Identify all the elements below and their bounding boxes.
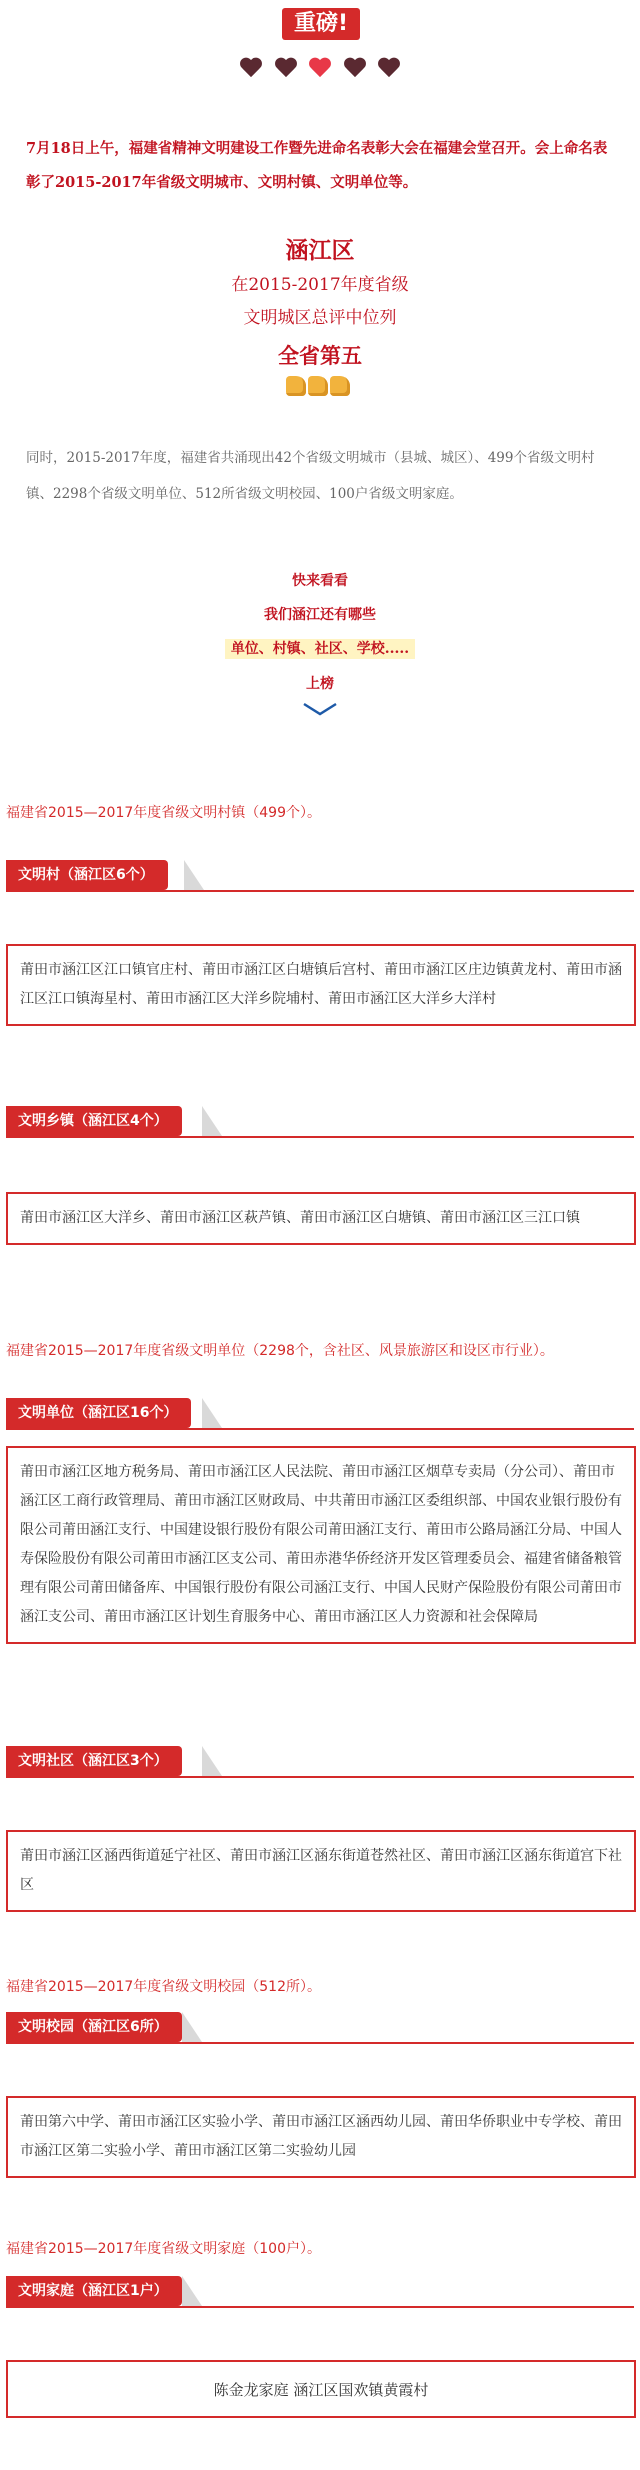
cta-line-2: 我们涵江还有哪些 bbox=[264, 607, 376, 623]
headline-badge: 重磅! bbox=[282, 8, 360, 40]
section-tag: 文明村（涵江区6个） bbox=[6, 860, 168, 890]
cta-line-4: 上榜 bbox=[306, 676, 334, 692]
section-heading-family: 福建省2015—2017年度省级文明家庭（100户）。 bbox=[6, 2241, 321, 2257]
highlight-line-2: 文明城区总评中位列 bbox=[243, 308, 397, 328]
heart-icon bbox=[378, 58, 400, 80]
tag-bar-unit bbox=[6, 1398, 634, 1432]
town-list: 莆田市涵江区大洋乡、莆田市涵江区萩芦镇、莆田市涵江区白塘镇、莆田市涵江区三江口镇 bbox=[6, 1192, 636, 1245]
heart-icon bbox=[240, 58, 262, 80]
tag-fold bbox=[202, 1398, 222, 1428]
section-tag: 文明家庭（涵江区1户） bbox=[6, 2276, 182, 2306]
thumbs-up-icon bbox=[286, 376, 306, 396]
divider bbox=[6, 2306, 634, 2308]
tag-fold bbox=[184, 860, 204, 890]
section-heading-villages: 福建省2015—2017年度省级文明村镇（499个）。 bbox=[6, 805, 321, 821]
district-title: 涵江区 bbox=[285, 237, 355, 264]
tag-bar-town bbox=[6, 1106, 634, 1140]
tag-bar-family bbox=[6, 2276, 634, 2310]
village-list: 莆田市涵江区江口镇官庄村、莆田市涵江区白塘镇后宫村、莆田市涵江区庄边镇黄龙村、莆田市涵江区江口镇海星村、莆田市涵江区大洋乡院埔村、莆田市涵江区大洋乡大洋村 bbox=[6, 944, 636, 1026]
cta-line-3-text: 单位、村镇、社区、学校..... bbox=[225, 639, 415, 659]
tag-bar-campus bbox=[6, 2012, 634, 2046]
section-tag: 文明社区（涵江区3个） bbox=[6, 1746, 182, 1776]
campus-list: 莆田第六中学、莆田市涵江区实验小学、莆田市涵江区涵西幼儿园、莆田华侨职业中专学校、莆田市涵江区第二实验小学、莆田市涵江区第二实验幼儿园 bbox=[6, 2096, 636, 2178]
section-heading-units: 福建省2015—2017年度省级文明单位（2298个，含社区、风景旅游区和设区市行业）。 bbox=[6, 1343, 554, 1359]
tag-fold bbox=[202, 1746, 222, 1776]
heart-icon bbox=[275, 58, 297, 80]
tag-fold bbox=[202, 1106, 222, 1136]
cta-line-3 bbox=[0, 638, 640, 658]
rank-text: 全省第五 bbox=[278, 343, 362, 368]
thumbs-up-icons bbox=[286, 376, 356, 398]
divider bbox=[6, 1136, 634, 1138]
tag-bar-village bbox=[6, 860, 634, 894]
heart-row bbox=[240, 58, 400, 82]
section-tag: 文明乡镇（涵江区4个） bbox=[6, 1106, 182, 1136]
community-list: 莆田市涵江区涵西街道延宁社区、莆田市涵江区涵东街道苍然社区、莆田市涵江区涵东街道宫下社区 bbox=[6, 1830, 636, 1912]
tag-bar-community bbox=[6, 1746, 634, 1780]
cta-line-1: 快来看看 bbox=[292, 573, 348, 589]
section-tag: 文明校园（涵江区6所） bbox=[6, 2012, 182, 2042]
summary-paragraph: 同时，2015-2017年度，福建省共涌现出42个省级文明城市（县城、城区）、499个省级文明村镇、2298个省级文明单位、512所省级文明校园、100户省级文明家庭。 bbox=[26, 450, 595, 502]
divider bbox=[6, 2042, 634, 2044]
chevron-down-icon bbox=[302, 700, 338, 720]
unit-list: 莆田市涵江区地方税务局、莆田市涵江区人民法院、莆田市涵江区烟草专卖局（分公司）、莆田市涵江区工商行政管理局、莆田市涵江区财政局、中共莆田市涵江区委组织部、中国农业银行股份有限公司莆田涵江支行、中国建设银行股份有限公司莆田涵江支行、莆田市公路局涵江分局、中国人寿保险股份有限公司莆田市涵江区支公司、莆田赤港华侨经济开发区管理委员会、福建省储备粮管理有限公司莆田储备库、中国银行股份有限公司涵江支行、中国人民财产保险股份有限公司莆田市涵江支公司、莆田市涵江区计划生育服务中心、莆田市涵江区人力资源和社会保障局 bbox=[6, 1446, 636, 1644]
highlight-line-1: 在2015-2017年度省级 bbox=[231, 275, 409, 295]
heart-icon bbox=[309, 58, 331, 80]
tag-fold bbox=[182, 2012, 202, 2042]
divider bbox=[6, 1776, 634, 1778]
section-tag: 文明单位（涵江区16个） bbox=[6, 1398, 191, 1428]
thumbs-up-icon bbox=[308, 376, 328, 396]
family-entry: 陈金龙家庭 涵江区国欢镇黄霞村 bbox=[6, 2360, 636, 2418]
thumbs-up-icon bbox=[330, 376, 350, 396]
tag-fold bbox=[182, 2276, 202, 2306]
intro-paragraph: 7月18日上午，福建省精神文明建设工作暨先进命名表彰大会在福建会堂召开。会上命名表彰了2015-2017年省级文明城市、文明村镇、文明单位等。 bbox=[26, 140, 608, 191]
divider bbox=[6, 1428, 634, 1430]
divider bbox=[6, 890, 634, 892]
heart-icon bbox=[344, 58, 366, 80]
section-heading-campus: 福建省2015—2017年度省级文明校园（512所）。 bbox=[6, 1979, 321, 1995]
